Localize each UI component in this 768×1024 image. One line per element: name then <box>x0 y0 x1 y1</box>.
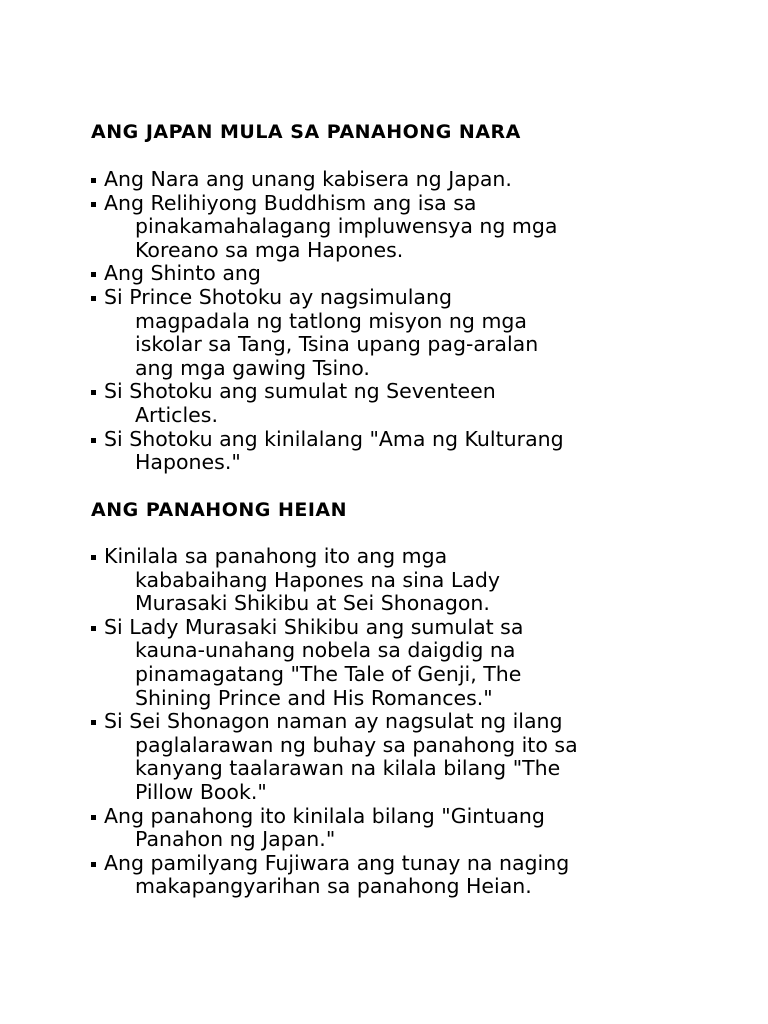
bullet-text-line: paglalarawan ng buhay sa panahong ito sa <box>135 732 578 757</box>
bullet-text-line: Kinilala sa panahong ito ang mga <box>104 544 448 568</box>
bullet-list-heian <box>91 545 731 899</box>
bullet-text-line: pinakamahalagang impluwensya ng mga <box>135 214 558 239</box>
bullet-marker-icon <box>91 555 96 560</box>
bullet-marker-icon <box>91 438 96 443</box>
bullet-text-line: magpadala ng tatlong misyon ng mga <box>135 308 527 333</box>
bullet-item <box>91 805 731 852</box>
bullet-marker-icon <box>91 202 96 207</box>
bullet-text-line: Si Sei Shonagon naman ay nagsulat ng ilang <box>104 709 563 734</box>
bullet-marker-icon <box>91 720 96 725</box>
bullet-text-line: Panahon ng Japan." <box>135 827 336 852</box>
bullet-text-line: ang mga gawing Tsino. <box>135 355 370 380</box>
bullet-item <box>91 286 731 380</box>
bullet-marker-icon <box>91 862 96 867</box>
bullet-text-line: Ang Shinto ang <box>104 261 261 286</box>
bullet-marker-icon <box>91 296 96 301</box>
bullet-item <box>91 545 731 616</box>
bullet-text-line: Ang panahong ito kinilala bilang "Gintuang <box>104 803 545 828</box>
bullet-text-line: makapangyarihan sa panahong Heian. <box>135 874 532 899</box>
bullet-marker-icon <box>91 390 96 395</box>
bullet-marker-icon <box>91 815 96 820</box>
bullet-text-line: Hapones." <box>135 450 241 475</box>
bullet-text-line: iskolar sa Tang, Tsina upang pag-aralan <box>135 332 539 357</box>
bullet-text-line: pinamagatang "The Tale of Genji, The <box>135 661 522 686</box>
bullet-text-line: Murasaki Shikibu at Sei Shonagon. <box>135 591 490 616</box>
bullet-text-line: kanyang taalarawan na kilala bilang "The <box>135 756 561 781</box>
bullet-text-line: Shining Prince and His Romances." <box>135 685 493 710</box>
bullet-marker-icon <box>91 272 96 277</box>
bullet-text-line: kauna-unahang nobela sa daigdig na <box>135 638 516 663</box>
bullet-text-line: Si Shotoku ang kinilalang "Ama ng Kulturang <box>104 426 564 451</box>
bullet-item <box>91 428 731 475</box>
bullet-item <box>91 380 731 427</box>
bullet-text-line: Si Shotoku ang sumulat ng Seventeen <box>104 379 496 404</box>
bullet-item <box>91 192 731 263</box>
bullet-list-nara <box>91 168 731 475</box>
bullet-item <box>91 168 731 192</box>
bullet-marker-icon <box>91 178 96 183</box>
section-heading-nara: ANG JAPAN MULA SA PANAHONG NARA <box>91 121 521 143</box>
bullet-text-line: Ang pamilyang Fujiwara ang tunay na naging <box>104 850 570 875</box>
bullet-item <box>91 710 731 804</box>
bullet-item <box>91 852 731 899</box>
bullet-text-line: Si Prince Shotoku ay nagsimulang <box>104 284 452 309</box>
bullet-text-line: Koreano sa mga Hapones. <box>135 237 404 262</box>
bullet-text-line: Articles. <box>135 402 218 427</box>
bullet-marker-icon <box>91 626 96 631</box>
bullet-text-line: kababaihang Hapones na sina Lady <box>135 567 500 592</box>
bullet-item <box>91 616 731 710</box>
bullet-item <box>91 262 731 286</box>
bullet-text-line: Pillow Book." <box>135 779 267 804</box>
section-heading-heian: ANG PANAHONG HEIAN <box>91 499 348 521</box>
bullet-text-line: Si Lady Murasaki Shikibu ang sumulat sa <box>104 614 524 639</box>
bullet-text-line: Ang Relihiyong Buddhism ang isa sa <box>104 190 477 215</box>
bullet-text-line: Ang Nara ang unang kabisera ng Japan. <box>104 167 512 191</box>
